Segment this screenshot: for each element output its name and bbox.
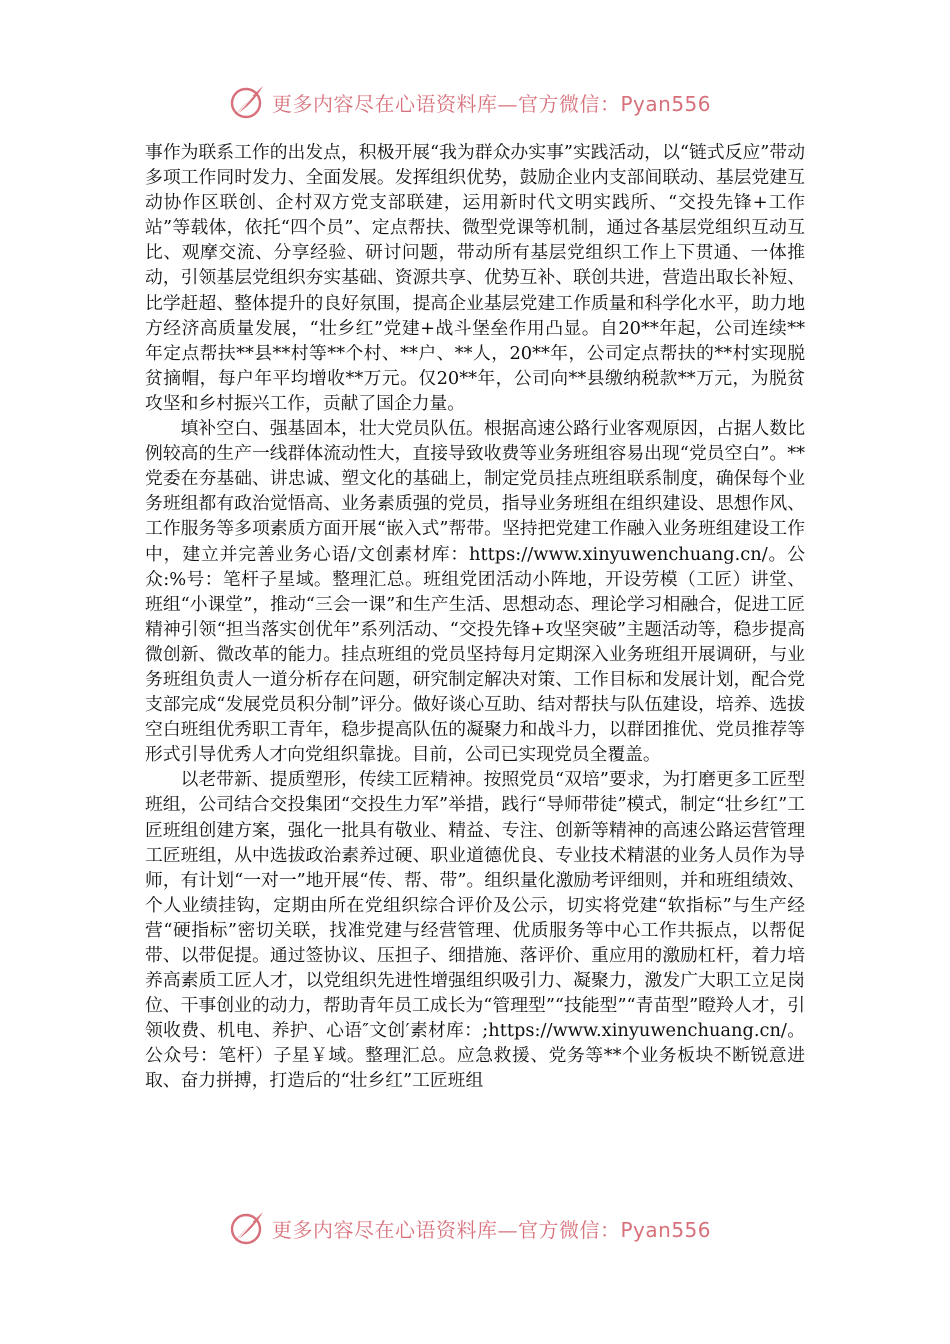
paragraph-3: 以老带新、提质塑形，传续工匠精神。按照党员“双培”要求，为打磨更多工匠型班组，公司结合交投集团“交投生力军”举措，践行“导师带徒”模式，制定“壮乡红”工匠班组创建方案，强化一批具有敬业、精益、专注、创新等精神的高速公路运营管理工匠班组，从中选拔政治素养过硬、职业道德优良、专业技术精湛的业务人员作为导师，有计划“一对一”地开展“传、帮、带”。组织量化激励考评细则，并和班组绩效、个人业绩挂钩，定期由所在党组织综合评价及公示，切实将党建“软指标”与生产经营“硬指标”密切关联，找准党建与经营管理、优质服务等中心工作共振点，以帮促带、以带促提。通过签协议、压担子、细措施、落评价、重应用的激励杠杆，着力培养高素质工匠人才，以党组织先进性增强组织吸引力、凝聚力，激发广大职工立足岗位、干事创业的动力，帮助青年员工成长为“管理型”“技能型”“青苗型”瞪羚人才，引领收费、机电、养护、心语″文创′素材库：;https://www.xinyuwenchuang.cn/。公众号：笔杆）子星￥域。整理汇总。应急救援、党务等**个业务板块不断锐意进取、奋力拼搏，打造后的“壮乡红”工匠班组 (145, 769, 805, 1092)
paragraph-1: 事作为联系工作的出发点，积极开展“我为群众办实事”实践活动，以“链式反应”带动多项工作同时发力、全面发展。发挥组织优势，鼓励企业内支部间联动、基层党建互动协作区联创、企村双方党支部联建，运用新时代文明实践所、“交投先锋+工作站”等载体，依托“四个员”、定点帮扶、微型党课等机制，通过各基层党组织互动互比、观摩交流、分享经验、研讨问题，带动所有基层党组织工作上下贯通、一体推动，引领基层党组织夯实基础、资源共享、优势互补、联创共进，营造出取长补短、比学赶超、整体提升的良好氛围，提高企业基层党建工作质量和科学化水平，助力地方经济高质量发展，“壮乡红”党建+战斗堡垒作用凸显。自20**年起，公司连续**年定点帮扶**县**村等**个村、**户、**人，20**年，公司定点帮扶的**村实现脱贫摘帽，每户年平均增收**万元。仅20**年，公司向**县缴纳税款**万元，为脱贫攻坚和乡村振兴工作，贡献了国企力量。 (145, 142, 805, 414)
quill-logo-icon (228, 1208, 268, 1248)
paragraph-2: 填补空白、强基固本，壮大党员队伍。根据高速公路行业客观原因，占据人数比例较高的生产一线群体流动性大，直接导致收费等业务班组容易出现“党员空白”。**党委在夯基础、讲忠诚、塑文化的基础上，制定党员挂点班组联系制度，确保每个业务班组都有政治觉悟高、业务素质强的党员，指导业务班组在组织建设、思想作风、工作服务等多项素质方面开展“嵌入式”帮带。坚持把党建工作融入业务班组建设工作中，建立并完善业务心语/文创素材库：https://www.xinyuwenchuang.cn/。公众:%号：笔杆子星域。整理汇总。班组党团活动小阵地，开设劳模（工匠）讲堂、班组“小课堂”，推动“三会一课”和生产生活、思想动态、理论学习相融合，促进工匠精神引领“担当落实创优年”系列活动、“交投先锋+攻坚突破”主题活动等，稳步提高微创新、微改革的能力。挂点班组的党员坚持每月定期深入业务班组开展调研，与业务班组负责人一道分析存在问题，研究制定解决对策、工作目标和发展计划，配合党支部完成“发展党员积分制”评分。做好谈心互助、结对帮扶与队伍建设，培养、选拔空白班组优秀职工青年，稳步提高队伍的凝聚力和战斗力，以群团推优、党员推荐等形式引导优秀人才向党组织靠拢。目前，公司已实现党员全覆盖。 (145, 418, 805, 766)
footer-banner (228, 1206, 728, 1250)
document-body (145, 140, 805, 1094)
header-banner (228, 80, 728, 124)
banner-handle: Pyan556 (620, 1217, 712, 1242)
banner-handle: Pyan556 (620, 91, 712, 116)
banner-text: 更多内容尽在心语资料库—官方微信：Pyan556 (272, 1217, 712, 1242)
quill-logo-icon (228, 82, 268, 122)
banner-text: 更多内容尽在心语资料库—官方微信：Pyan556 (272, 91, 712, 116)
